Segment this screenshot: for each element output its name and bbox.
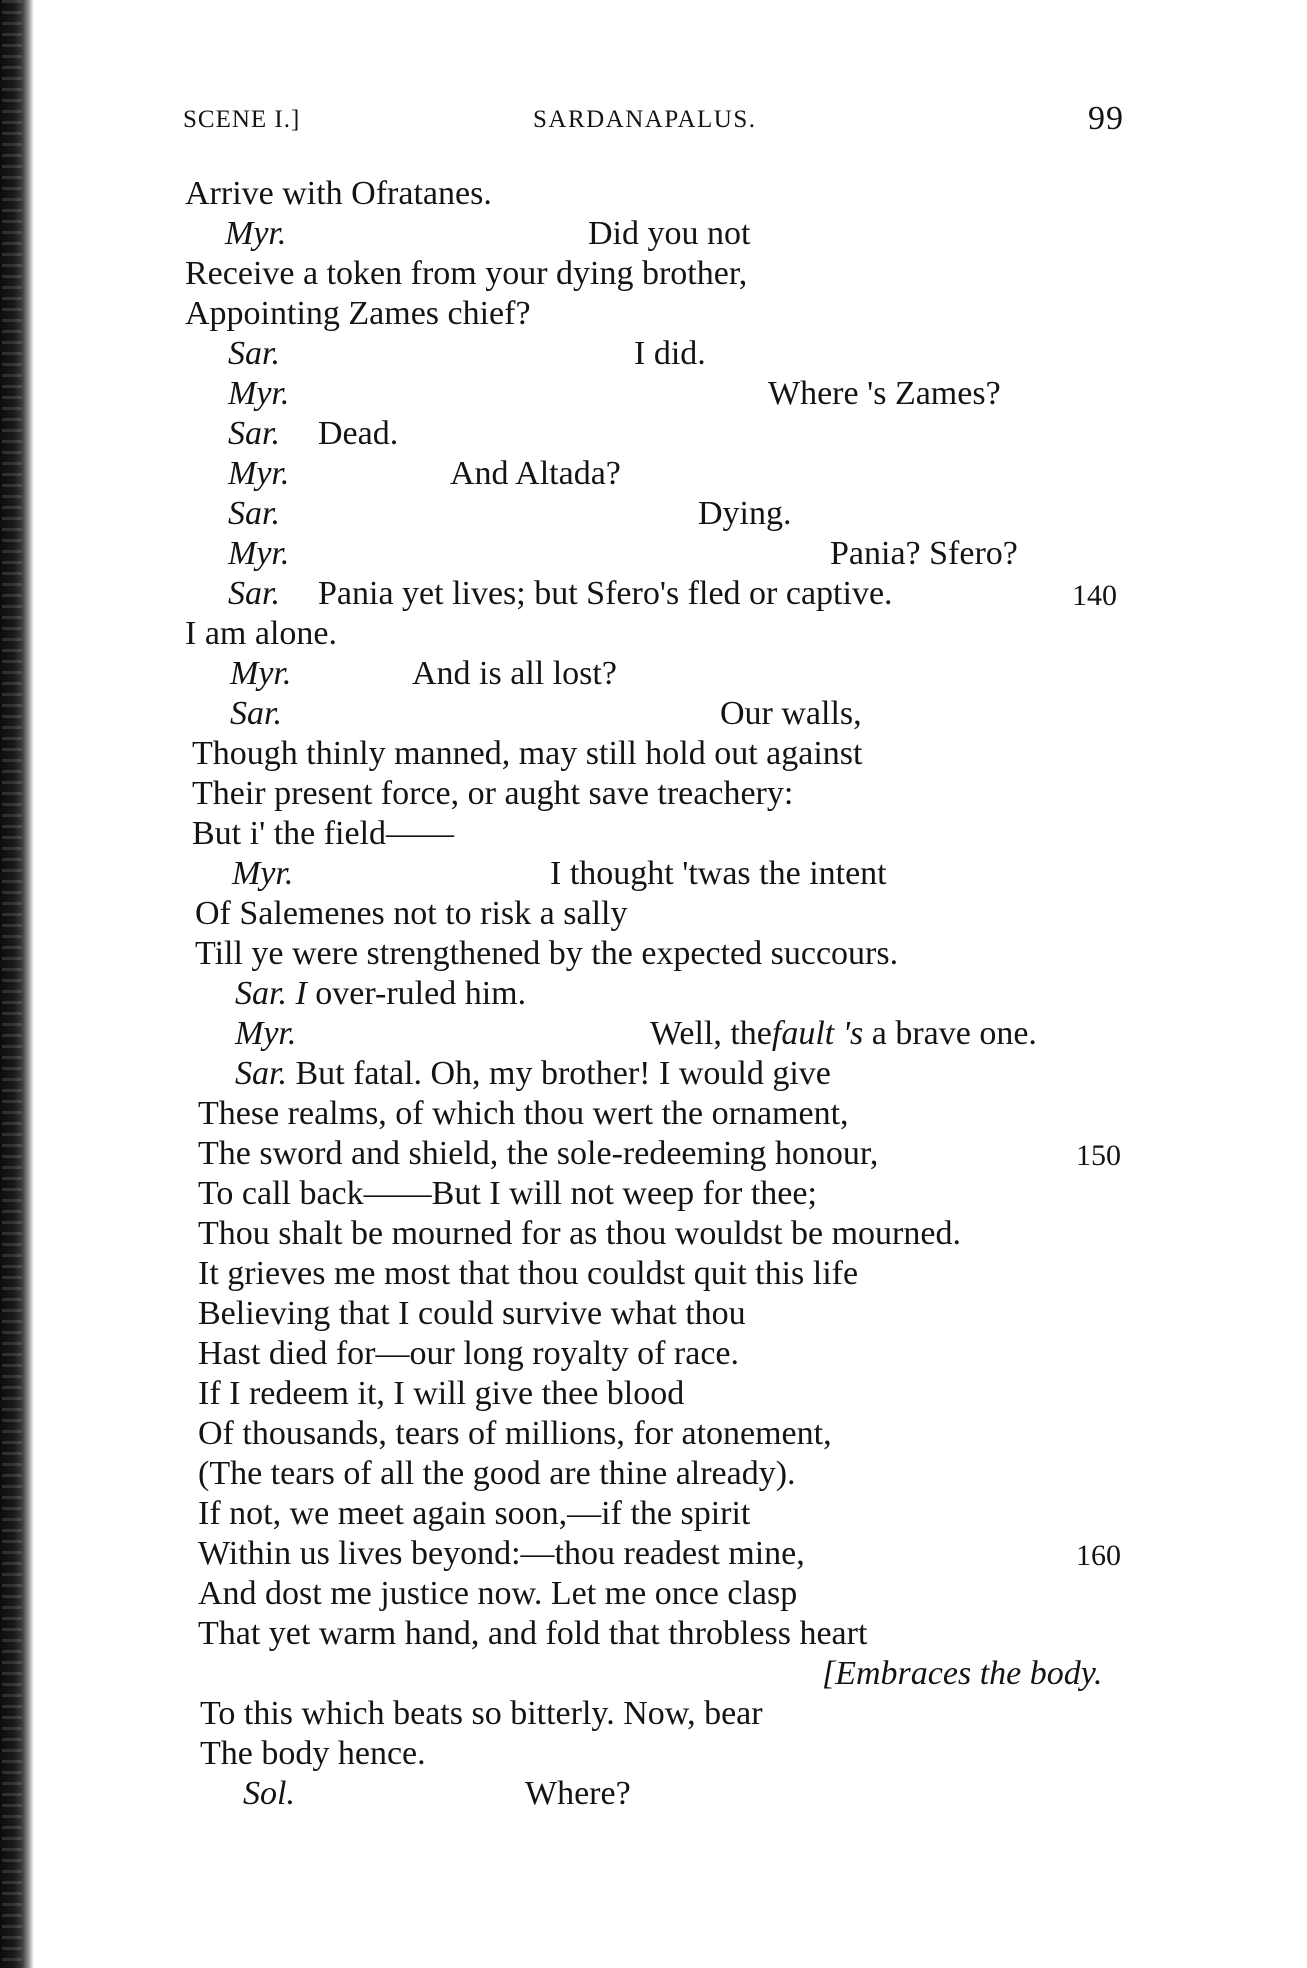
verse-line <box>650 1014 1037 1054</box>
verse-line: Our walls, <box>720 695 862 732</box>
speaker-name: Myr. <box>228 535 290 572</box>
verse-line: The body hence. <box>200 1735 426 1772</box>
verse-line: (The tears of all the good are thine already). <box>198 1455 796 1492</box>
running-title: SARDANAPALUS. <box>533 106 757 133</box>
verse-line: I thought 'twas the intent <box>550 855 887 892</box>
verse-line: And dost me justice now. Let me once clasp <box>198 1575 798 1612</box>
verse-line: Pania? Sfero? <box>830 535 1018 572</box>
emphasis: I <box>295 975 307 1012</box>
verse-line: Where? <box>525 1775 631 1812</box>
verse-line <box>235 974 526 1014</box>
speaker-name: Sol. <box>243 1775 295 1812</box>
verse-line: The sword and shield, the sole-redeeming honour, <box>198 1135 879 1172</box>
speaker-name: Sar. <box>228 495 280 532</box>
speaker-name: Myr. <box>225 215 287 252</box>
emphasis: fault 's <box>771 1015 864 1052</box>
verse-line: I am alone. <box>185 615 337 652</box>
line-number: 140 <box>1072 579 1117 612</box>
speaker-name: Myr. <box>230 655 292 692</box>
verse-line: Where 's Zames? <box>768 375 1001 412</box>
speaker-name: Myr. <box>235 1015 297 1052</box>
verse-line: That yet warm hand, and fold that throbless heart <box>198 1615 868 1652</box>
verse-line <box>235 1054 831 1094</box>
speaker-name: Sar. <box>228 415 280 452</box>
verse-line: Though thinly manned, may still hold out against <box>192 735 863 772</box>
verse-line: Of thousands, tears of millions, for atonement, <box>198 1415 832 1452</box>
verse-line: To call back——But I will not weep for thee; <box>198 1175 817 1212</box>
verse-line: Believing that I could survive what thou <box>198 1295 746 1332</box>
verse-line: Appointing Zames chief? <box>185 295 531 332</box>
verse-line: Pania yet lives; but Sfero's fled or captive. <box>318 575 893 612</box>
verse-line: Till ye were strengthened by the expected succours. <box>195 935 899 972</box>
speaker-name: Sar. <box>235 975 287 1012</box>
scene-label: SCENE I.] <box>183 106 301 133</box>
verse-line: It grieves me most that thou couldst quit this life <box>198 1255 859 1292</box>
verse-line: Their present force, or aught save treachery: <box>192 775 794 812</box>
verse-line: Receive a token from your dying brother, <box>185 255 748 292</box>
verse-line: I did. <box>634 335 706 372</box>
verse-line: Thou shalt be mourned for as thou wouldst be mourned. <box>198 1215 961 1252</box>
verse-line: These realms, of which thou wert the ornament, <box>198 1095 849 1132</box>
verse-line: Dying. <box>698 495 792 532</box>
speaker-name: Myr. <box>232 855 294 892</box>
speaker-name: Myr. <box>228 455 290 492</box>
verse-line: Within us lives beyond:—thou readest mine, <box>198 1535 805 1572</box>
speaker-name: Sar. <box>228 575 280 612</box>
speaker-name: Sar. <box>235 1055 287 1092</box>
verse-line: If not, we meet again soon,—if the spirit <box>198 1495 751 1532</box>
verse-line: If I redeem it, I will give thee blood <box>198 1375 685 1412</box>
speaker-name: Sar. <box>230 695 282 732</box>
verse-line: To this which beats so bitterly. Now, bear <box>200 1695 763 1732</box>
verse-line: And is all lost? <box>412 655 617 692</box>
verse-line: But i' the field—— <box>192 815 455 852</box>
verse-line: Did you not <box>588 215 751 252</box>
page-number: 99 <box>1088 100 1124 137</box>
stage-direction: [Embraces the body. <box>822 1655 1103 1692</box>
verse-line: Dead. <box>318 415 399 452</box>
speaker-name: Myr. <box>228 375 290 412</box>
verse-line: Of Salemenes not to risk a sally <box>195 895 628 932</box>
verse-line: Arrive with Ofratanes. <box>185 175 492 212</box>
verse-line: And Altada? <box>450 455 621 492</box>
line-number: 160 <box>1076 1539 1121 1572</box>
line-text: a brave one. <box>871 1015 1037 1052</box>
speaker-name: Sar. <box>228 335 280 372</box>
verse-line: Hast died for—our long royalty of race. <box>198 1335 739 1372</box>
line-text: Well, the <box>650 1015 772 1052</box>
line-text: over-ruled him. <box>315 975 527 1012</box>
line-number: 150 <box>1076 1139 1121 1172</box>
line-text: But fatal. Oh, my brother! I would give <box>295 1055 831 1092</box>
